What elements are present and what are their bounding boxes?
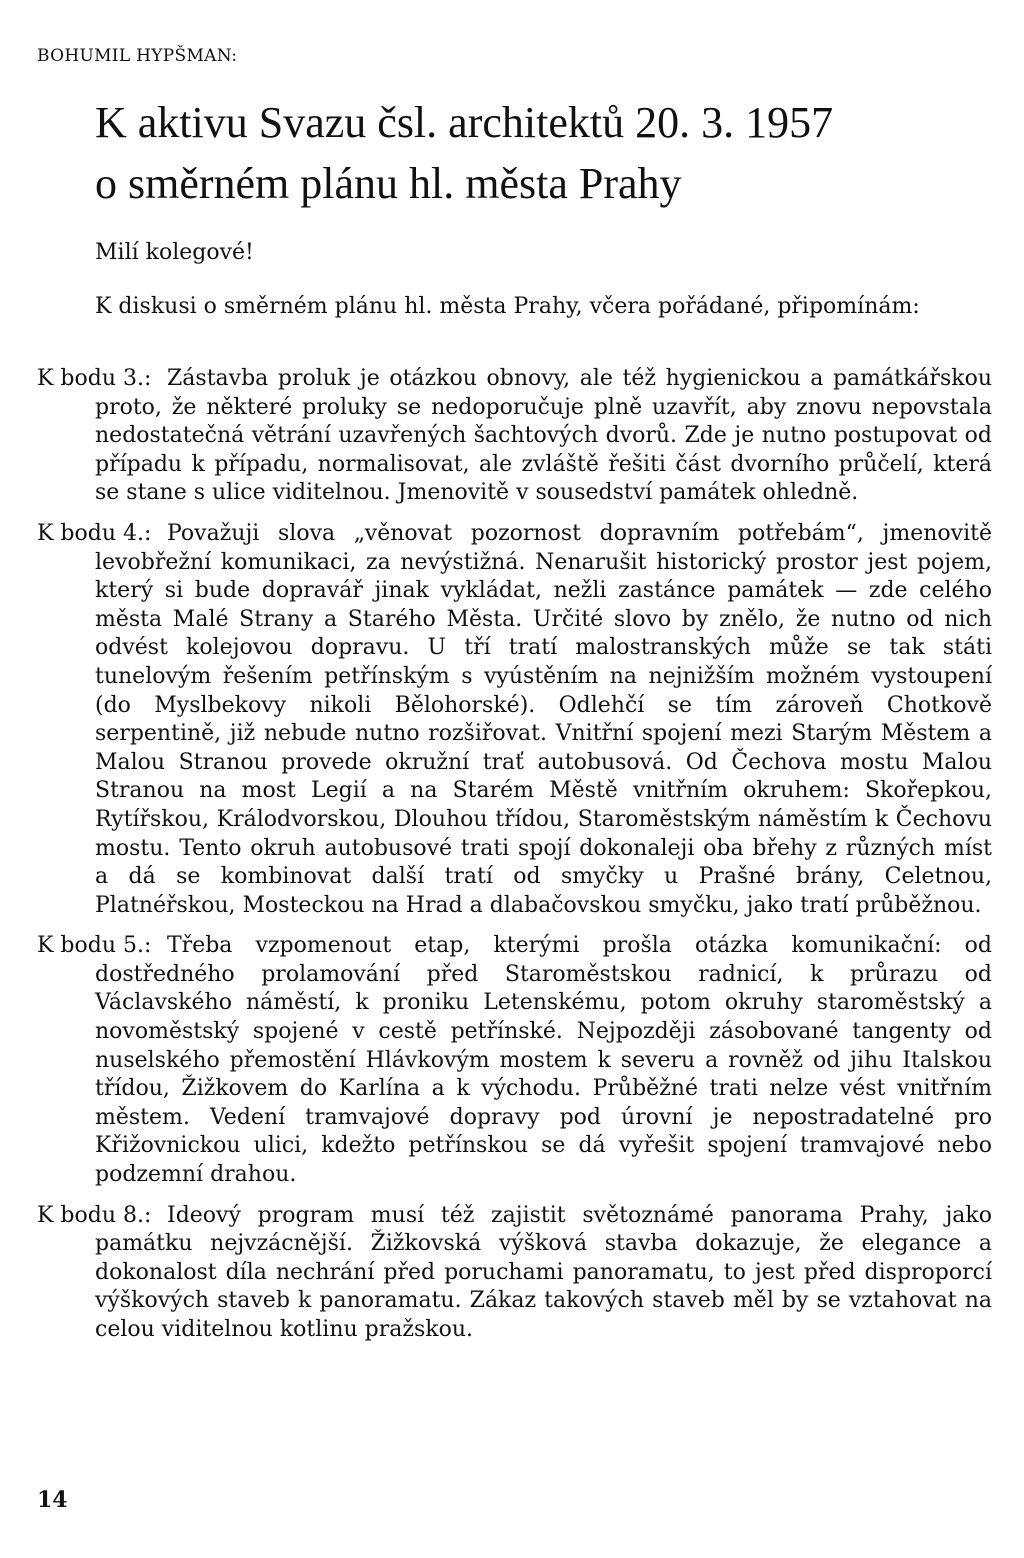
point-text: Považuji slova „věnovat pozornost dopravním potřebám“, jmenovitě levobřežní komunikaci, za nevýstižná. Nenarušit historický prostor jest pojem, který si bude dopravář jinak vykládat, nežli zastánce památek — zde celého města Malé Strany a Starého Města. Určité slovo by znělo, že nutno od nich odvést kolejovou dopravu. U tří tratí malostranských může se tak státi tunelovým řešením petřínským s vyústěním na nejnižším možném vystoupení (do Myslbekovy nikoli Bělohorské). Odlehčí se tím zároveň Chotkově serpentině, již nebude nutno rozšiřovat. Vnitřní spojení mezi Starým Městem a Malou Stranou provede okružní trať autobusová. Od Čechova mostu Malou Stranou na most Legií a na Starém Městě vnitřním okruhem: Skořepkou, Rytířskou, Králodvorskou, Dlouhou třídou, Staroměstským náměstím k Čechovu mostu. Tento okruh autobusové trati spojí dokonaleji oba břehy z různých míst a dá se kombinovat další tratí od smyčky u Prašné brány, Celetnou, Platnéřskou, Mosteckou na Hrad a dlabačovskou smyčku, jako tratí průběžnou. xyxy=(95,520,992,918)
point-text: Zástavba proluk je otázkou obnovy, ale též hygienickou a památkářskou proto, že některé proluky se nedoporučuje plně uzavřít, aby znovu nepovstala nedostatečná větrání uzavřených šachtových dvorů. Zde je nutno postupovat od případu k případu, normalisovat, ale zvláště řešiti část dvorního průčelí, která se stane s ulice viditelnou. Jmenovitě v sousedství památek ohledně. xyxy=(95,366,992,506)
point-label: K bodu 8.: xyxy=(37,1202,152,1228)
point-text: Třeba vzpomenout etap, kterými prošla otázka komunikační: od dostředného prolamování před Staroměstskou radnicí, k průrazu od Václavského náměstí, k proniku Letenskému, potom okruhy staroměstský a novoměstský spojené v cestě petřínské. Nejpozději zásobované tangenty od nuselského přemostění Hlávkovým mostem k severu a rovněž od jihu Italskou třídou, Žižkovem do Karlína a k východu. Průběžné trati nelze vést vnitřním městem. Vedení tramvajové dopravy pod úrovní je nepostradatelné pro Křižovnickou ulici, kdežto petřínskou se dá vyřešit spojení tramvajové nebo podzemní drahou. xyxy=(95,933,992,1188)
title-line-2: o směrném plánu hl. města Prahy xyxy=(95,159,682,208)
point-5 xyxy=(37,932,992,1189)
point-8 xyxy=(37,1202,992,1345)
point-label: K bodu 5.: xyxy=(37,933,152,959)
article-title xyxy=(95,92,995,214)
intro-paragraph: K diskusi o směrném plánu hl. města Prahy, včera pořádané, připomínám: xyxy=(95,294,920,319)
points-list xyxy=(37,365,992,1357)
point-4 xyxy=(37,520,992,920)
point-3 xyxy=(37,365,992,508)
point-label: K bodu 4.: xyxy=(37,520,152,546)
point-label: K bodu 3.: xyxy=(37,366,152,391)
title-line-1: K aktivu Svazu čsl. architektů 20. 3. 1957 xyxy=(95,98,834,147)
greeting: Milí kolegové! xyxy=(95,240,254,265)
point-text: Ideový program musí též zajistit světoznámé panorama Prahy, jako památku nejvzácnější. Žižkovská výšková stavba dokazuje, že elegance a dokonalost díla nechrání před poruchami panoramatu, to jest před disproporcí výškových staveb k panoramatu. Zákaz takových staveb měl by se vztahovat na celou viditelnou kotlinu pražskou. xyxy=(95,1202,992,1342)
page-number: 14 xyxy=(37,1487,68,1513)
author-name: BOHUMIL HYPŠMAN: xyxy=(37,46,238,66)
